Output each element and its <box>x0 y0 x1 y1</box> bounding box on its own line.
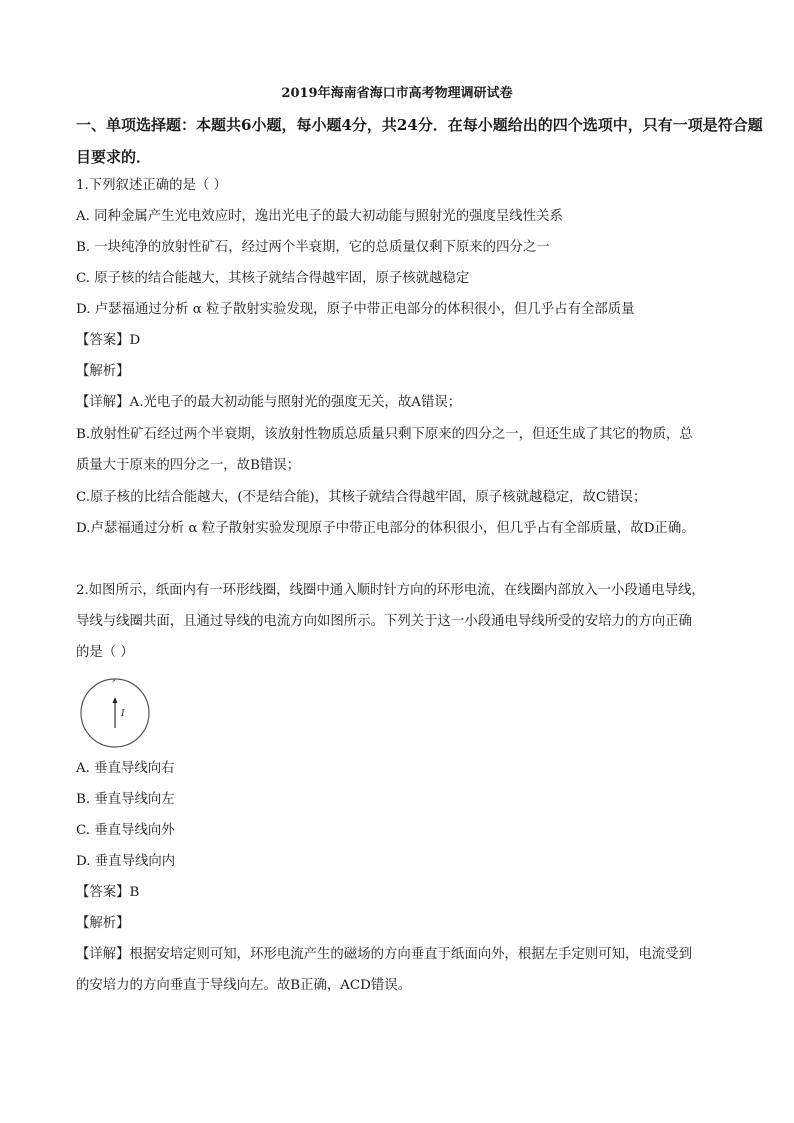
q2-stem-line1: 2.如图所示，纸面内有一环形线圈，线圈中通入顺时针方向的环形电流，在线圈内部放入一小段通电导线， <box>76 583 705 598</box>
section-heading-line1: 一、单项选择题：本题共6小题，每小题4分，共24分．在每小题给出的四个选项中，只有一项是符合题 <box>76 116 763 134</box>
q2-stem-line3: 的是（ ） <box>76 645 134 660</box>
q1-detail-line1: 【详解】A.光电子的最大初动能与照射光的强度无关，故A错误； <box>76 395 462 410</box>
q1-option-b: B. 一块纯净的放射性矿石，经过两个半衰期，它的总质量仅剩下原来的四分之一 <box>76 240 550 255</box>
q2-analysis-label: 【解析】 <box>76 916 130 931</box>
q1-analysis-label: 【解析】 <box>76 364 130 379</box>
exam-title: 2019年海南省海口市高考物理调研试卷 <box>281 86 513 101</box>
q1-detail-line2: B.放射性矿石经过两个半衰期，该放射性物质总质量只剩下原来的四分之一，但还生成了其它的物质，总 <box>76 427 693 442</box>
q2-detail-line2: 的安培力的方向垂直于导线向左。故B正确，ACD错误。 <box>76 978 412 993</box>
q2-option-b: B. 垂直导线向左 <box>76 792 175 807</box>
q2-stem-line2: 导线与线圈共面，且通过导线的电流方向如图所示。下列关于这一小段通电导线所受的安培力的方向正确 <box>76 614 692 629</box>
q2-answer: 【答案】B <box>76 885 140 900</box>
q1-stem: 1.下列叙述正确的是（ ） <box>76 178 227 193</box>
q1-answer: 【答案】D <box>76 333 141 348</box>
current-label: I <box>121 709 125 719</box>
section-heading-line2: 目要求的． <box>76 148 152 166</box>
q2-option-c: C. 垂直导线向外 <box>76 823 175 838</box>
q1-option-c: C. 原子核的结合能越大，其核子就结合得越牢固，原子核就越稳定 <box>76 271 470 286</box>
current-arrow-icon <box>113 697 118 703</box>
q1-detail-line4: C.原子核的比结合能越大，(不是结合能)，其核子就结合得越牢固，原子核就越稳定，故C错误； <box>76 490 647 505</box>
coil-diagram <box>78 676 152 750</box>
q2-option-a: A. 垂直导线向右 <box>76 761 175 776</box>
q1-detail-line3: 质量大于原来的四分之一，故B错误； <box>76 458 301 473</box>
q1-option-d: D. 卢瑟福通过分析 α 粒子散射实验发现，原子中带正电部分的体积很小，但几乎占有全部质量 <box>76 302 635 317</box>
q2-option-d: D. 垂直导线向内 <box>76 854 176 869</box>
q1-option-a: A. 同种金属产生光电效应时，逸出光电子的最大初动能与照射光的强度呈线性关系 <box>76 209 563 224</box>
q1-detail-line5: D.卢瑟福通过分析 α 粒子散射实验发现原子中带正电部分的体积很小，但几乎占有全部质量，故D正确。 <box>76 521 695 536</box>
q2-detail-line1: 【详解】根据安培定则可知，环形电流产生的磁场的方向垂直于纸面向外，根据左手定则可知，电流受到 <box>76 947 692 962</box>
